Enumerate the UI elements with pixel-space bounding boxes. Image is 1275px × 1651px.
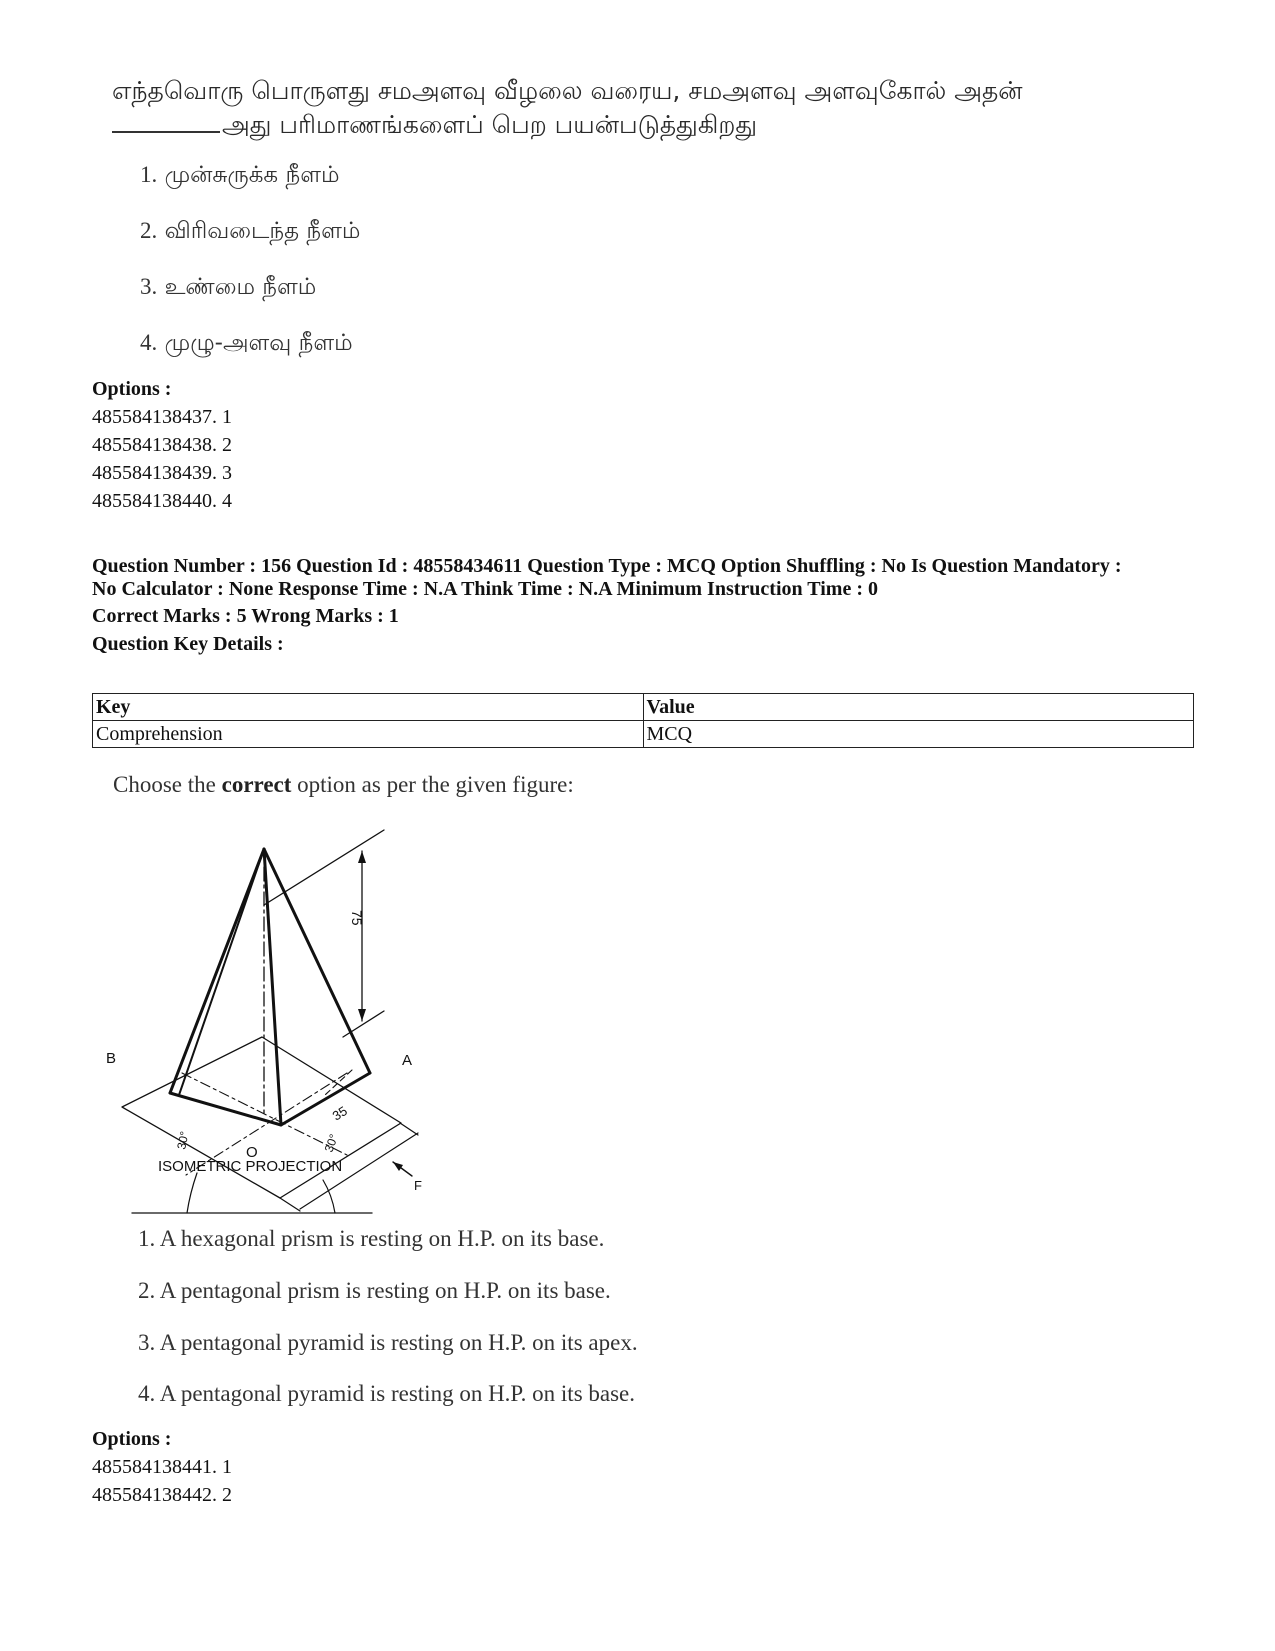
choice-text: முன்சுருக்க நீளம் (164, 162, 340, 188)
angle-arc-left (187, 1173, 197, 1213)
choice-item (140, 330, 353, 359)
pyramid-edge (170, 849, 264, 1093)
marks-info: Correct Marks : 5 Wrong Marks : 1 (92, 605, 399, 627)
choice-number: 1. (138, 1226, 156, 1251)
fill-blank (112, 109, 220, 133)
pyramid-edge (264, 849, 281, 1125)
table-cell: MCQ (643, 721, 1194, 748)
vertex-label-a: A (402, 1052, 413, 1069)
prompt-text: Choose the (113, 772, 222, 797)
key-details-label: Question Key Details : (92, 633, 284, 655)
choice-number: 1. (140, 162, 158, 187)
point-label-o: O (246, 1144, 258, 1161)
key-details-table (92, 693, 1194, 748)
choice-text: விரிவடைந்த நீளம் (164, 218, 361, 244)
extension-line (264, 830, 384, 905)
table-header: Key (93, 694, 644, 721)
choice-text: முழு-அளவு நீளம் (164, 330, 353, 356)
pyramid-edge (179, 849, 264, 1095)
table-row (93, 721, 1194, 748)
angle-label-left: 30° (174, 1129, 192, 1151)
choice-number: 2. (140, 218, 158, 243)
choice-number: 3. (140, 274, 158, 299)
dimension-label-35: 35 (329, 1103, 350, 1124)
vertex-label-b: B (106, 1050, 117, 1067)
choice-text: உண்மை நீளம் (164, 274, 317, 300)
pyramid-edge (264, 849, 370, 1073)
options-label: Options : (92, 1428, 172, 1450)
arrow-head (358, 851, 366, 863)
question-line-1: எந்தவொரு பொருளது சமஅளவு வீழலை வரைய, சமஅளவு அளவுகோல் அதன் (112, 76, 1023, 105)
arrow-head (393, 1162, 403, 1171)
prompt-text-end: option as per the given figure: (291, 772, 574, 797)
prompt-bold: correct (221, 772, 292, 797)
choice-item (140, 274, 316, 303)
table-cell: Comprehension (93, 721, 644, 748)
option-id: 485584138437. 1 (92, 406, 232, 428)
arrow-head (358, 1009, 366, 1021)
choice-number: 2. (138, 1278, 156, 1303)
question-line-2 (112, 108, 1192, 142)
extension-line (400, 1123, 418, 1135)
option-id: 485584138442. 2 (92, 1484, 232, 1506)
options-label: Options : (92, 378, 172, 400)
choice-item (140, 218, 360, 247)
choice-item (138, 1226, 604, 1252)
choice-text: A hexagonal prism is resting on H.P. on its base. (159, 1226, 605, 1251)
view-label-f: F (414, 1178, 422, 1193)
choice-item (138, 1330, 638, 1356)
option-id: 485584138440. 4 (92, 490, 232, 512)
question-meta (92, 555, 1202, 601)
angle-label-right: 30° (321, 1132, 342, 1155)
angle-arc-right (323, 1180, 335, 1213)
choice-item (138, 1381, 635, 1407)
option-id: 485584138438. 2 (92, 434, 232, 456)
question-meta-line-2: No Calculator : None Response Time : N.A Think Time : N.A Minimum Instruction Time : 0 (92, 578, 878, 600)
choice-number: 4. (138, 1381, 156, 1406)
option-id: 485584138439. 3 (92, 462, 232, 484)
choice-number: 3. (138, 1330, 156, 1355)
question-text (112, 74, 1192, 142)
choice-text: A pentagonal pyramid is resting on H.P. on its apex. (159, 1330, 638, 1355)
extension-line (280, 1198, 300, 1211)
dimension-label-75: 75 (349, 910, 365, 926)
table-header: Value (643, 694, 1194, 721)
choice-text: A pentagonal prism is resting on H.P. on its base. (159, 1278, 611, 1303)
choice-number: 4. (140, 330, 158, 355)
choice-item (138, 1278, 611, 1304)
table-header-row (93, 694, 1194, 721)
choice-item (140, 162, 339, 191)
figure-caption: ISOMETRIC PROJECTION (158, 1158, 343, 1175)
isometric-figure (100, 815, 460, 1250)
question-prompt (113, 772, 574, 798)
question-meta-line-1: Question Number : 156 Question Id : 48558434611 Question Type : MCQ Option Shuffling : No Is Question Mandatory : (92, 555, 1122, 577)
option-id: 485584138441. 1 (92, 1456, 232, 1478)
question-line-2-text: அது பரிமாணங்களைப் பெற பயன்படுத்துகிறது (222, 110, 758, 139)
choice-text: A pentagonal pyramid is resting on H.P. on its base. (159, 1381, 636, 1406)
